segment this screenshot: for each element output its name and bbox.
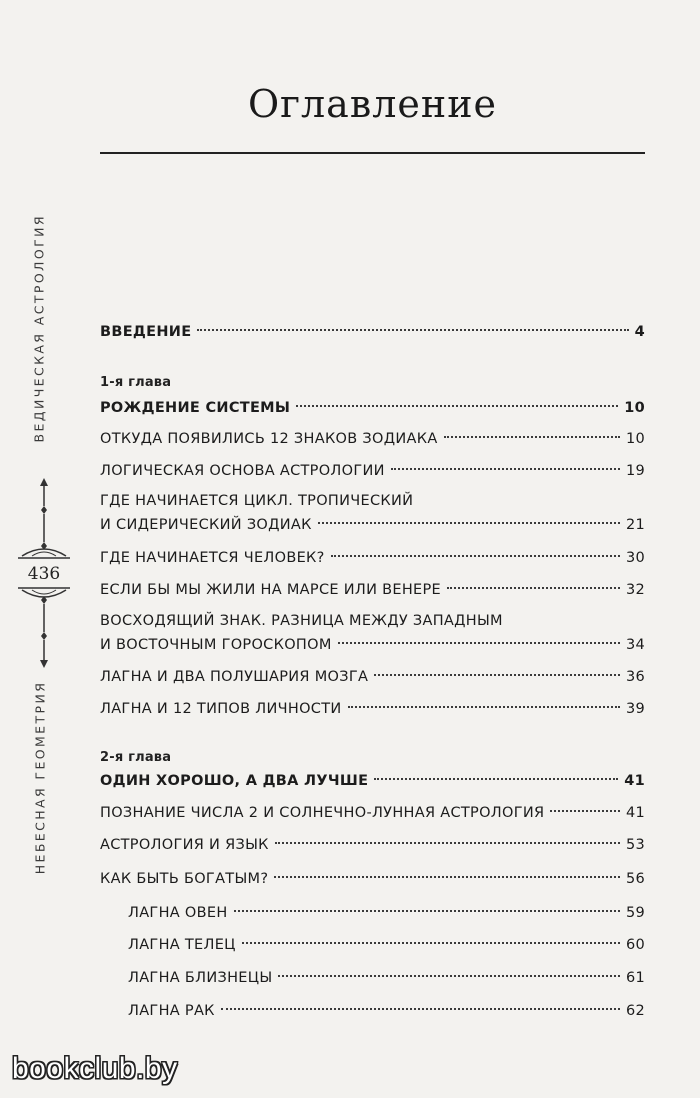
toc-entry-intro[interactable]: ВВЕДЕНИЕ 4 [100, 324, 645, 340]
toc-entry[interactable]: РОЖДЕНИЕ СИСТЕМЫ 10 [100, 400, 645, 416]
toc-entry[interactable]: ГДЕ НАЧИНАЕТСЯ ЧЕЛОВЕК? 30 [100, 550, 645, 566]
dot-leader [274, 876, 620, 878]
dot-leader [221, 1008, 620, 1010]
dot-leader [374, 674, 620, 676]
side-running-title-bottom: НЕБЕСНАЯ ГЕОМЕТРИЯ [32, 680, 48, 875]
page-title: Оглавление [247, 82, 498, 126]
dot-leader [197, 329, 628, 331]
toc-entry[interactable]: ГДЕ НАЧИНАЕТСЯ ЦИКЛ. ТРОПИЧЕСКИЙ И СИДЕРИЧЕСКИЙ ЗОДИАК 21 [100, 493, 645, 533]
dot-leader [374, 778, 618, 780]
dot-leader [234, 910, 620, 912]
toc-entry[interactable]: ОТКУДА ПОЯВИЛИСЬ 12 ЗНАКОВ ЗОДИАКА 10 [100, 431, 645, 447]
title-divider [100, 152, 645, 154]
toc-subentry[interactable]: ЛАГНА ТЕЛЕЦ 60 [128, 937, 645, 953]
chapter-heading: 2-я глава [100, 750, 172, 765]
dot-leader [296, 405, 618, 407]
toc-entry[interactable]: ПОЗНАНИЕ ЧИСЛА 2 И СОЛНЕЧНО-ЛУННАЯ АСТРОЛОГИЯ 41 [100, 805, 645, 821]
watermark-logo: bookclub.by [12, 1052, 178, 1085]
toc-entry[interactable]: ЕСЛИ БЫ МЫ ЖИЛИ НА МАРСЕ ИЛИ ВЕНЕРЕ 32 [100, 582, 645, 598]
dot-leader [444, 436, 620, 438]
dot-leader [318, 522, 620, 524]
toc-entry[interactable]: ЛОГИЧЕСКАЯ ОСНОВА АСТРОЛОГИИ 19 [100, 463, 645, 479]
page-number: 436 [27, 564, 61, 584]
toc-subentry[interactable]: ЛАГНА БЛИЗНЕЦЫ 61 [128, 970, 645, 986]
dot-leader [242, 942, 620, 944]
dot-leader [348, 706, 620, 708]
dot-leader [278, 975, 620, 977]
dot-leader [275, 842, 620, 844]
toc-entry[interactable]: КАК БЫТЬ БОГАТЫМ? 56 [100, 871, 645, 887]
dot-leader [331, 555, 620, 557]
toc-subentry[interactable]: ЛАГНА ОВЕН 59 [128, 905, 645, 921]
dot-leader [391, 468, 620, 470]
chapter-heading: 1-я глава [100, 375, 172, 390]
dot-leader [338, 642, 620, 644]
toc-entry[interactable]: ВОСХОДЯЩИЙ ЗНАК. РАЗНИЦА МЕЖДУ ЗАПАДНЫМ И ВОСТОЧНЫМ ГОРОСКОПОМ 34 [100, 613, 645, 653]
side-running-title-top: ВЕДИЧЕСКАЯ АСТРОЛОГИЯ [31, 214, 47, 443]
toc-subentry[interactable]: ЛАГНА РАК 62 [128, 1003, 645, 1019]
toc-entry[interactable]: ЛАГНА И ДВА ПОЛУШАРИЯ МОЗГА 36 [100, 669, 645, 685]
dot-leader [550, 810, 620, 812]
toc-entry[interactable]: ОДИН ХОРОШО, А ДВА ЛУЧШЕ 41 [100, 773, 645, 789]
dot-leader [447, 587, 620, 589]
toc-entry[interactable]: ЛАГНА И 12 ТИПОВ ЛИЧНОСТИ 39 [100, 701, 645, 717]
toc-entry[interactable]: АСТРОЛОГИЯ И ЯЗЫК 53 [100, 837, 645, 853]
